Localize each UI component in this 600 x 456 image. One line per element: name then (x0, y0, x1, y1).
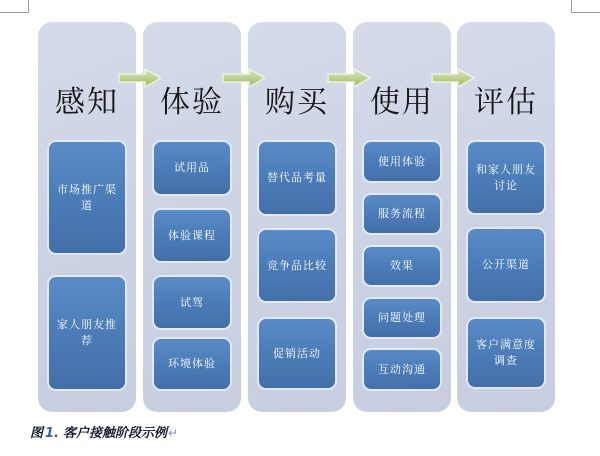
stage-item-box (152, 208, 232, 263)
figure-caption-label: 图 (30, 426, 44, 441)
stage-item-box (362, 140, 442, 183)
stage-item-label: 使用体验 (378, 154, 426, 168)
stage-item-box (362, 297, 442, 339)
stage-item-label: 替代品考量 (267, 171, 327, 184)
stage-item-label: 和家人朋友讨论 (476, 162, 536, 192)
stage-item-label: 试用品 (174, 161, 210, 174)
stage-item-box (362, 245, 442, 287)
stage-item-box (152, 140, 232, 196)
stage-header: 使用 (370, 85, 434, 120)
canvas-corner-mark-left (0, 0, 29, 13)
stage-item-box (257, 140, 337, 216)
figure-caption-title: 客户接触阶段示例 (63, 426, 168, 441)
stage-item-box (152, 337, 232, 391)
stage-item-box (47, 275, 127, 391)
stage-item-label: 公开渠道 (482, 258, 530, 271)
stage-item-label: 互动沟通 (378, 362, 426, 376)
stage-item-label: 试驾 (180, 295, 204, 309)
stage-header: 购买 (265, 85, 329, 120)
stage-item-label: 家人朋友推荐 (57, 318, 117, 347)
stage-item-label: 促销活动 (273, 346, 321, 360)
canvas-corner-mark-right (571, 0, 600, 13)
stage-item-box (257, 228, 337, 303)
stage-header: 感知 (55, 85, 119, 120)
stage-item-box (466, 140, 546, 215)
flow-arrow-icon (222, 67, 266, 89)
stage-item-label: 问题处理 (378, 311, 426, 324)
stage-item-box (152, 275, 232, 330)
stage-item-box (47, 140, 127, 255)
stage-item-box (466, 227, 546, 303)
figure-caption-number: 1. (45, 426, 59, 441)
stage-item-label: 客户满意度调查 (476, 338, 536, 367)
stage-item-label: 市场推广渠道 (57, 182, 117, 212)
flow-arrow-icon (118, 67, 162, 89)
stage-item-box (362, 193, 442, 235)
stage-item-box (466, 317, 546, 389)
stage-item-box (362, 348, 442, 391)
stage-header: 评估 (474, 85, 538, 120)
stage-header: 体验 (160, 85, 224, 120)
figure-caption (30, 422, 178, 441)
stage-item-box (257, 317, 337, 390)
flow-arrow-icon (431, 67, 475, 89)
stage-item-label: 服务流程 (378, 207, 426, 220)
paragraph-mark-icon: ↵ (168, 426, 179, 440)
stage-item-label: 竞争品比较 (267, 258, 327, 272)
flow-arrow-icon (327, 67, 371, 89)
stage-item-label: 环境体验 (168, 357, 216, 370)
stage-item-label: 体验课程 (168, 228, 216, 242)
stage-item-label: 效果 (390, 259, 414, 272)
